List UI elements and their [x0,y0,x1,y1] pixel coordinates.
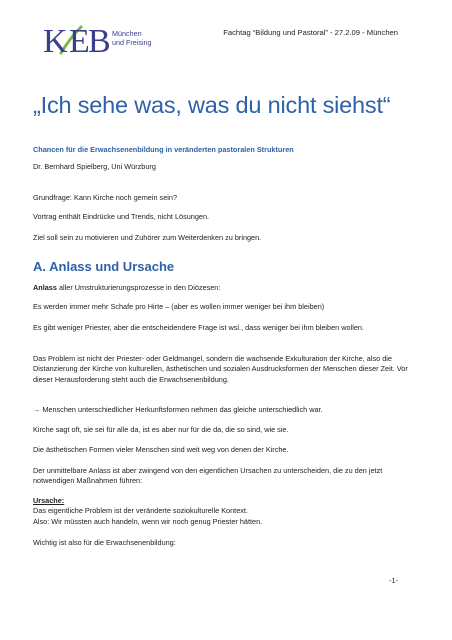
paragraph-4-text: Menschen unterschiedlicher Herkunftsformen nehmen das gleiche unterschiedlich war. [40,405,323,414]
keb-logo [43,22,163,64]
anlass-paragraph [33,283,423,293]
intro-line-3: Ziel soll sein zu motivieren und Zuhörer zum Weiterdenken zu bringen. [33,233,262,242]
anlass-text: aller Umstrukturierungsprozesse in den Diözesen: [56,283,221,292]
arrow-right-icon: → [33,405,41,414]
ursache-label: Ursache: [33,496,65,505]
logo-line2: und Freising [112,38,152,47]
logo-letter-k: K [43,23,66,60]
author-line: Dr. Bernhard Spielberg, Uni Würzburg [33,162,156,171]
anlass-label: Anlass [33,283,57,292]
paragraph-4 [33,405,423,415]
paragraph-1: Es werden immer mehr Schafe pro Hirte – (aber es wollen immer weniger bei ihm bleiben) [33,302,325,311]
header-event-info: Fachtag “Bildung und Pastoral” - 27.2.09 - München [223,28,398,37]
intro-line-2: Vortrag enthält Eindrücke und Trends, nicht Lösungen. [33,212,210,221]
logo-letter-e: E [69,23,90,60]
paragraph-8: Wichtig ist also für die Erwachsenenbildung: [33,538,176,547]
page-title: „Ich sehe was, was du nicht siehst“ [33,92,391,118]
logo-subtitle [112,29,152,47]
paragraph-2: Es gibt weniger Priester, aber die entscheidendere Frage ist wsl., dass weniger bei ihm bleiben wollen. [33,323,364,332]
logo-line1: München [112,29,142,38]
section-heading-a: A. Anlass und Ursache [33,259,175,274]
intro-line-1: Grundfrage: Kann Kirche noch gemein sein? [33,193,177,202]
paragraph-7: Der unmittelbare Anlass ist aber zwingend von den eigentlichen Ursachen zu unterscheiden, die zu den jetzt notwendigen Maßnahmen führen: [33,466,383,486]
ursache-line-1: Das eigentliche Problem ist der veränderte soziokulturelle Kontext. [33,506,248,516]
ursache-line-2: Also: Wir müssten auch handeln, wenn wir noch genug Priester hätten. [33,516,263,526]
paragraph-6: Die ästhetischen Formen vieler Menschen sind weit weg von denen der Kirche. [33,445,289,454]
page-subtitle: Chancen für die Erwachsenenbildung in veränderten pastoralen Strukturen [33,145,294,154]
logo-letter-b: B [88,23,111,60]
paragraph-5: Kirche sagt oft, sie sei für alle da, ist es aber nur für die da, die so sind, wie sie. [33,425,289,434]
paragraph-3: Das Problem ist nicht der Priester- oder Geldmangel, sondern die wachsende Exkulturation der Kirche, also die Distanzierung der Kirche von kulturellen, ästhetischen und sozialen Ausdrucksformen der Menschen dieser Zeit. Vor dieser Herausforderung steht auch die Erwachsenenbildung. [33,354,408,384]
page-number: -1- [389,576,398,585]
ursache-block [33,496,423,527]
